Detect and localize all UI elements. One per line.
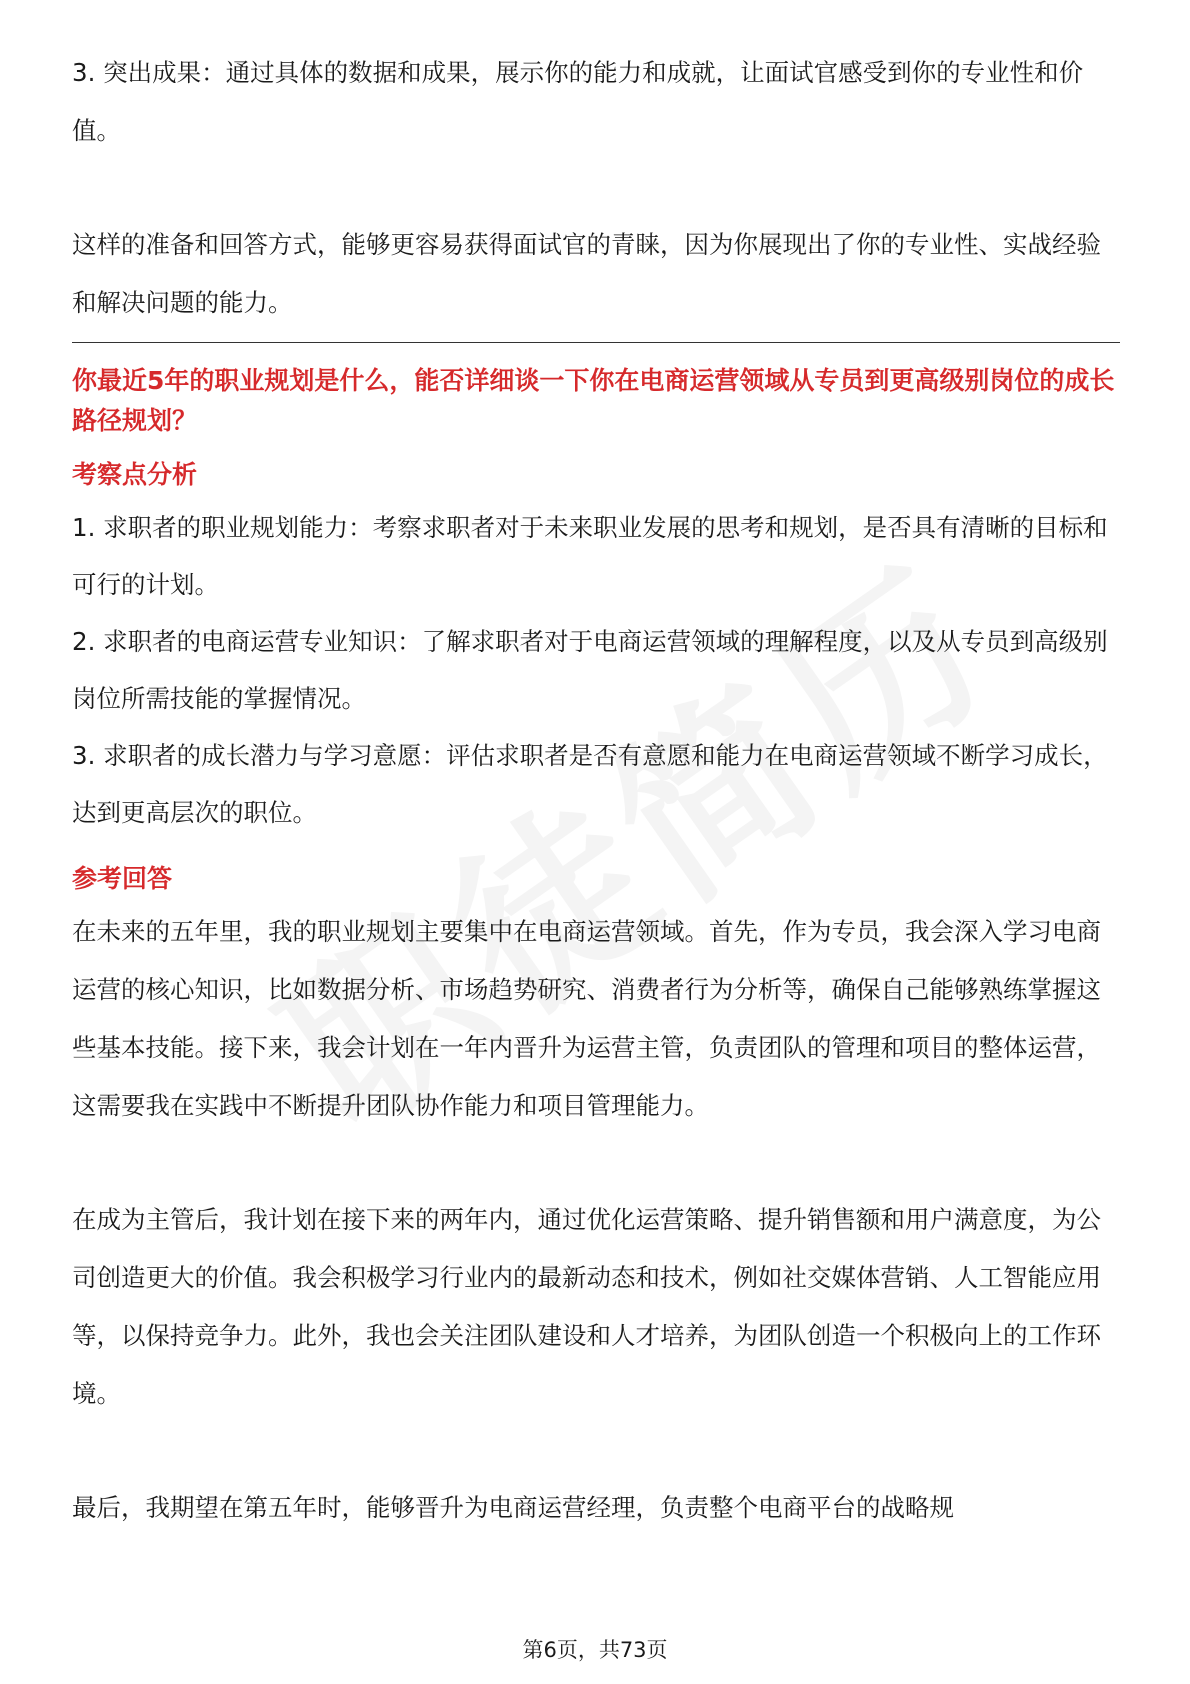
- analysis-heading: 考察点分析: [72, 460, 198, 489]
- answer-paragraph-1: 在未来的五年里，我的职业规划主要集中在电商运营领域。首先，作为专员，我会深入学习电商运营的核心知识，比如数据分析、市场趋势研究、消费者行为分析等，确保自己能够熟练掌握这些基本技能。接下来，我会计划在一年内晋升为运营主管，负责团队的管理和项目的整体运营，这需要我在实践中不断提升团队协作能力和项目管理能力。: [72, 917, 1101, 1120]
- answer-paragraph-2: 在成为主管后，我计划在接下来的两年内，通过优化运营策略、提升销售额和用户满意度，为公司创造更大的价值。我会积极学习行业内的最新动态和技术，例如社交媒体营销、人工智能应用等，以保持竞争力。此外，我也会关注团队建设和人才培养，为团队创造一个积极向上的工作环境。: [72, 1205, 1101, 1408]
- interview-question: 你最近5年的职业规划是什么，能否详细谈一下你在电商运营领域从专员到更高级别岗位的成长路径规划？: [72, 366, 1115, 435]
- intro-item-3: 3. 突出成果：通过具体的数据和成果，展示你的能力和成就，让面试官感受到你的专业性和价值。: [72, 58, 1084, 145]
- analysis-item-2: 2. 求职者的电商运营专业知识：了解求职者对于电商运营领域的理解程度，以及从专员到高级别岗位所需技能的掌握情况。: [72, 627, 1108, 713]
- analysis-item-1: 1. 求职者的职业规划能力：考察求职者对于未来职业发展的思考和规划，是否具有清晰的目标和可行的计划。: [72, 513, 1108, 599]
- page-number-footer: 第6页，共73页: [522, 1638, 668, 1662]
- analysis-item-3: 3. 求职者的成长潜力与学习意愿：评估求职者是否有意愿和能力在电商运营领域不断学习成长，达到更高层次的职位。: [72, 741, 1108, 827]
- answer-heading: 参考回答: [72, 864, 173, 893]
- intro-summary: 这样的准备和回答方式，能够更容易获得面试官的青睐，因为你展现出了你的专业性、实战经验和解决问题的能力。: [72, 230, 1101, 317]
- page-content: [72, 44, 1120, 1537]
- answer-paragraph-3: 最后，我期望在第五年时，能够晋升为电商运营经理，负责整个电商平台的战略规: [72, 1493, 954, 1522]
- section-divider: [72, 342, 1120, 343]
